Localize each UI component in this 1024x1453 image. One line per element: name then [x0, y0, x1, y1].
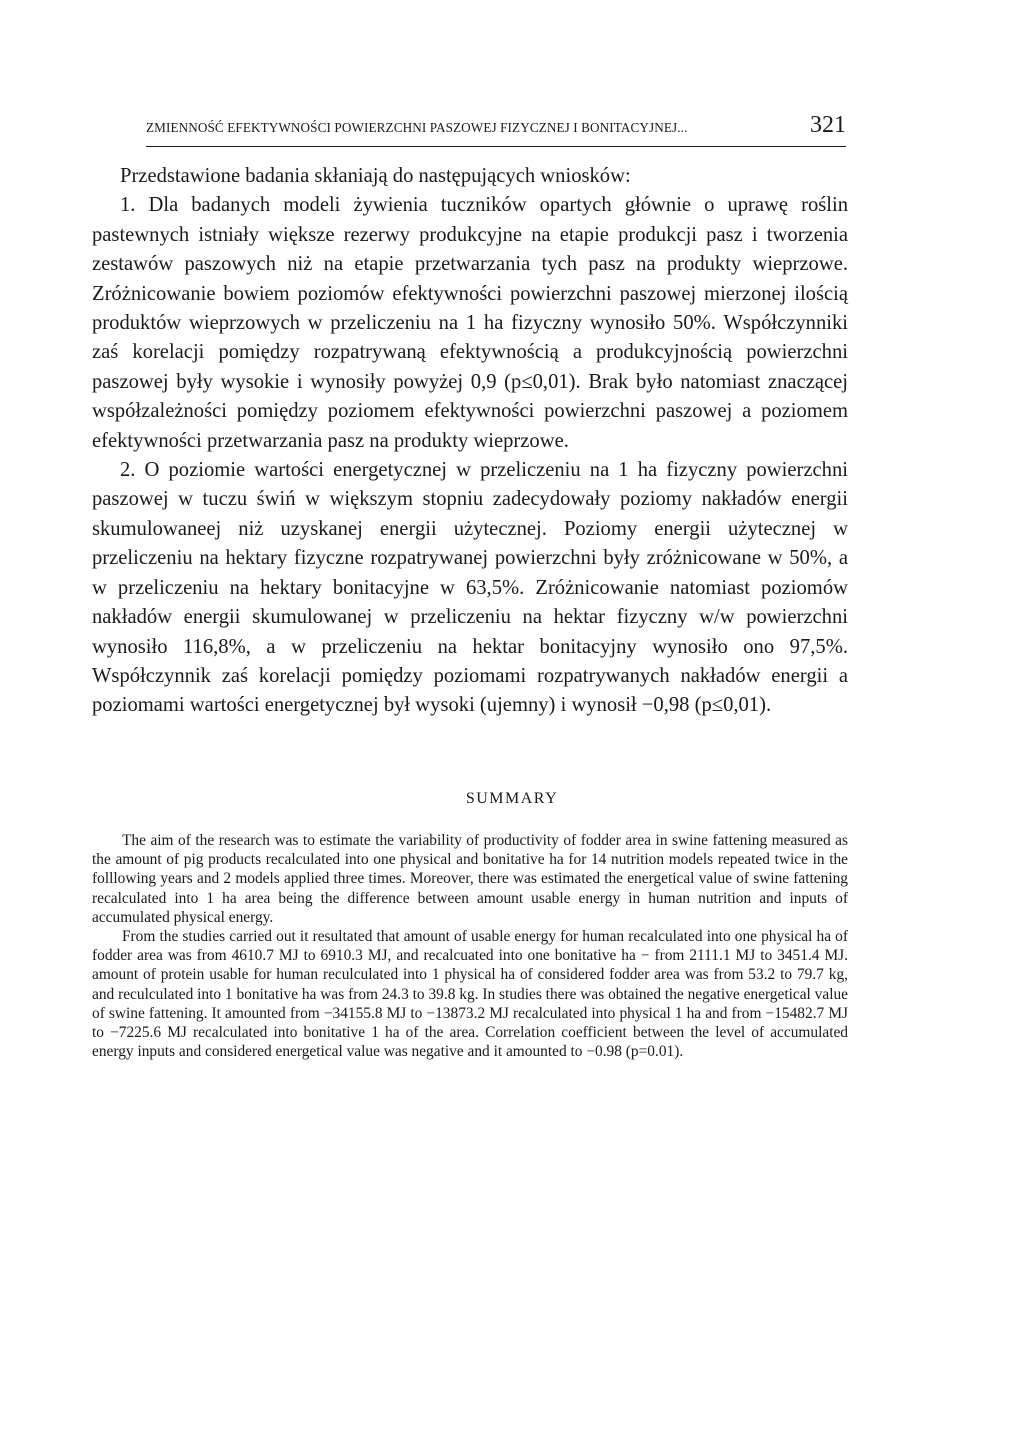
summary-paragraph-2: From the studies carried out it resultated that amount of usable energy for human recalculated into one physical ha of fodder area was from 4610.7 MJ to 6910.3 MJ, and recalcuated into one bonitative ha − from 2111.1 MJ to 3451.4 MJ. amount of protein usable for human reculculated into 1 physical ha of considered fodder area was from 53.2 to 79.7 kg, and reculculated into 1 bonitative ha was from 24.3 to 39.8 kg. In studies there was obtained the negative energetical value of swine fattening. It amounted from −34155.8 MJ to −13873.2 MJ recalculated into physical 1 ha and from −15482.7 MJ to −7225.6 MJ recalculated into bonitative 1 ha of the area. Correlation coefficient between the level of accumulated energy inputs and considered energetical value was negative and it amounted to −0.98 (p=0.01).: [92, 928, 848, 1061]
conclusions-intro: Przedstawione badania skłaniają do następujących wniosków:: [120, 165, 631, 187]
page-header: [146, 112, 846, 147]
summary-section: [92, 831, 848, 1061]
conclusions-section: [92, 162, 848, 721]
conclusion-point-1: 1. Dla badanych modeli żywienia tuczników opartych głównie o uprawę roślin pastewnych istniały większe rezerwy produkcyjne na etapie produkcji pasz i tworzenia zestawów paszowych niż na etapie przetwarzania tych pasz na produkty wieprzowe. Zróżnicowanie bowiem poziomów efektywności powierzchni paszowej mierzonej ilością produktów wieprzowych w przeliczeniu na 1 ha fizyczny wynosiło 50%. Współczynniki zaś korelacji pomiędzy rozpatrywaną efektywnością a produkcyjnością powierzchni paszowej były wysokie i wynosiły powyżej 0,9 (p≤0,01). Brak było natomiast znaczącej współzależności pomiędzy poziomem efektywności powierzchni paszowej a poziomem efektywności przetwarzania pasz na produkty wieprzowe.: [92, 194, 848, 452]
summary-heading: SUMMARY: [465, 790, 559, 807]
summary-paragraph-1: The aim of the research was to estimate the variability of productivity of fodder area in swine fattening measured as the amount of pig products recalculated into one physical and bonitative ha for 14 nutrition models repeated twice in the folllowing years and 2 models applied three times. Moreover, there was estimated the energetical value of swine fattening recalculated into 1 ha area being the difference between amount usable energy in human nutrition and inputs of accumulated physical energy.: [92, 832, 848, 926]
page-number: 321: [810, 112, 846, 138]
running-title: ZMIENNOŚĆ EFEKTYWNOŚCI POWIERZCHNI PASZOWEJ FIZYCZNEJ I BONITACYJNEJ...: [146, 120, 688, 135]
conclusion-point-2: 2. O poziomie wartości energetycznej w przeliczeniu na 1 ha fizyczny powierzchni paszowej w tuczu świń w większym stopniu zadecydowały poziomy nakładów energii skumulowaneej niż uzyskanej energii użytecznej. Poziomy energii użytecznej w przeliczeniu na hektary fizyczne rozpatrywanej powierzchni były zróżnicowane w 50%, a w przeliczeniu na hektary bonitacyjne w 63,5%. Zróżnicowanie natomiast poziomów nakładów energii skumulowanej w przeliczeniu na hektar fizyczny w/w powierzchni wynosiło 116,8%, a w przeliczeniu na hektar bonitacyjny wynosiło ono 97,5%. Współczynnik zaś korelacji pomiędzy poziomami rozpatrywanych nakładów energii a poziomami wartości energetycznej był wysoki (ujemny) i wynosił −0,98 (p≤0,01).: [92, 459, 848, 717]
